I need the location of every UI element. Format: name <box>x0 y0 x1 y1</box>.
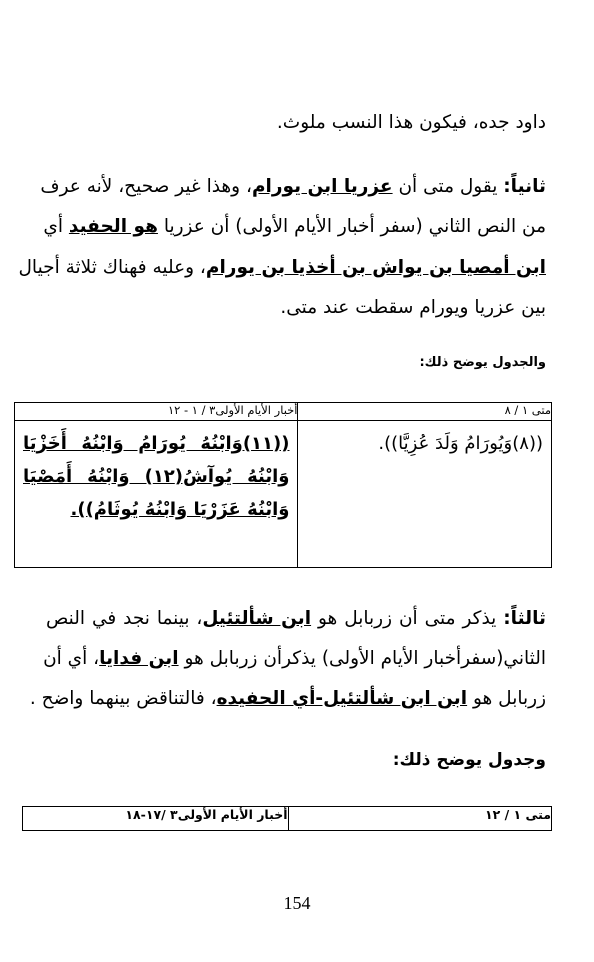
paragraph-line <box>29 688 546 709</box>
text: ، وهذا غير صحيح، لأنه عرف <box>40 176 252 197</box>
text: يقول متى أن <box>392 176 504 197</box>
text: بين عزريا ويورام سقطت عند متى. <box>280 297 546 318</box>
verse-line: وَابْنُهُ عَزَرْيَا وَابْنُهُ يُوثَامُ)). <box>70 499 290 520</box>
underlined-phrase: هو الحفيد <box>68 216 158 237</box>
verse-line: وَابْنُهُ يُوآشُ(١٢) وَابْنُهُ أَمَصْيَا <box>23 466 290 487</box>
paragraph-lead: ثانياً: <box>503 176 546 197</box>
underlined-phrase: ابن شألتئيل <box>202 608 312 629</box>
table-row <box>15 421 552 568</box>
paragraph-line <box>46 608 546 629</box>
table-header-row <box>23 807 552 831</box>
verse-line: ((١١)وَابْنُهُ يُورَامُ وَابْنُهُ أَخَزْيَا <box>23 433 290 454</box>
verse-text: ((٨)وَيُورَامُ وَلَدَ عُزِيَّا)). <box>378 433 543 454</box>
underlined-phrase: ابن أمصيا بن يواش بن أخذيا بن يورام <box>205 257 546 278</box>
paragraph-line <box>277 112 546 133</box>
table-cell <box>15 421 298 568</box>
text: الثاني(سفرأخبار الأيام الأولى) يذكرأن زربابل هو <box>178 648 546 669</box>
text: أي <box>43 216 69 237</box>
paragraph-line <box>43 216 546 237</box>
text: يذكر متى أن زربابل هو <box>311 608 504 629</box>
text: داود جده، فيكون هذا النسب ملوث. <box>276 112 546 133</box>
table-caption: والجدول يوضح ذلك: <box>419 355 546 370</box>
page-number: 154 <box>283 893 311 913</box>
underlined-phrase: ابن ابن شألتئيل-أي الحفيده <box>216 688 468 709</box>
text: ، فالتناقض بينهما واضح . <box>29 688 217 709</box>
table-caption: وجدول يوضح ذلك: <box>392 750 546 770</box>
underlined-phrase: ابن فدايا <box>99 648 179 669</box>
paragraph-lead: ثالثاً: <box>503 608 546 629</box>
text: زربابل هو <box>467 688 546 709</box>
table-header-cell: أخبار الأيام الأولى٣ /١٧-١٨ <box>23 807 289 831</box>
paragraph-line <box>18 257 546 278</box>
paragraph-line <box>40 176 546 197</box>
table-cell <box>298 421 552 568</box>
text: ، بينما نجد في النص <box>46 608 203 629</box>
text: ، وعليه فهناك ثلاثة أجيال <box>18 257 206 278</box>
paragraph-line <box>280 297 546 318</box>
table-header-cell: متى ١ / ١٢ <box>288 807 551 831</box>
text: ، أي أن <box>43 648 100 669</box>
text: من النص الثاني (سفر أخبار الأيام الأولى) أن عزريا <box>157 216 546 237</box>
underlined-phrase: عزريا ابن يورام <box>251 176 393 197</box>
comparison-table <box>14 402 552 568</box>
table-header-row <box>15 403 552 421</box>
comparison-table <box>22 806 552 831</box>
table-header-cell: متى ١ / ٨ <box>298 403 552 421</box>
paragraph-line <box>43 648 546 669</box>
table-header-cell: أخبار الأيام الأولى٣ / ١ - ١٢ <box>15 403 298 421</box>
